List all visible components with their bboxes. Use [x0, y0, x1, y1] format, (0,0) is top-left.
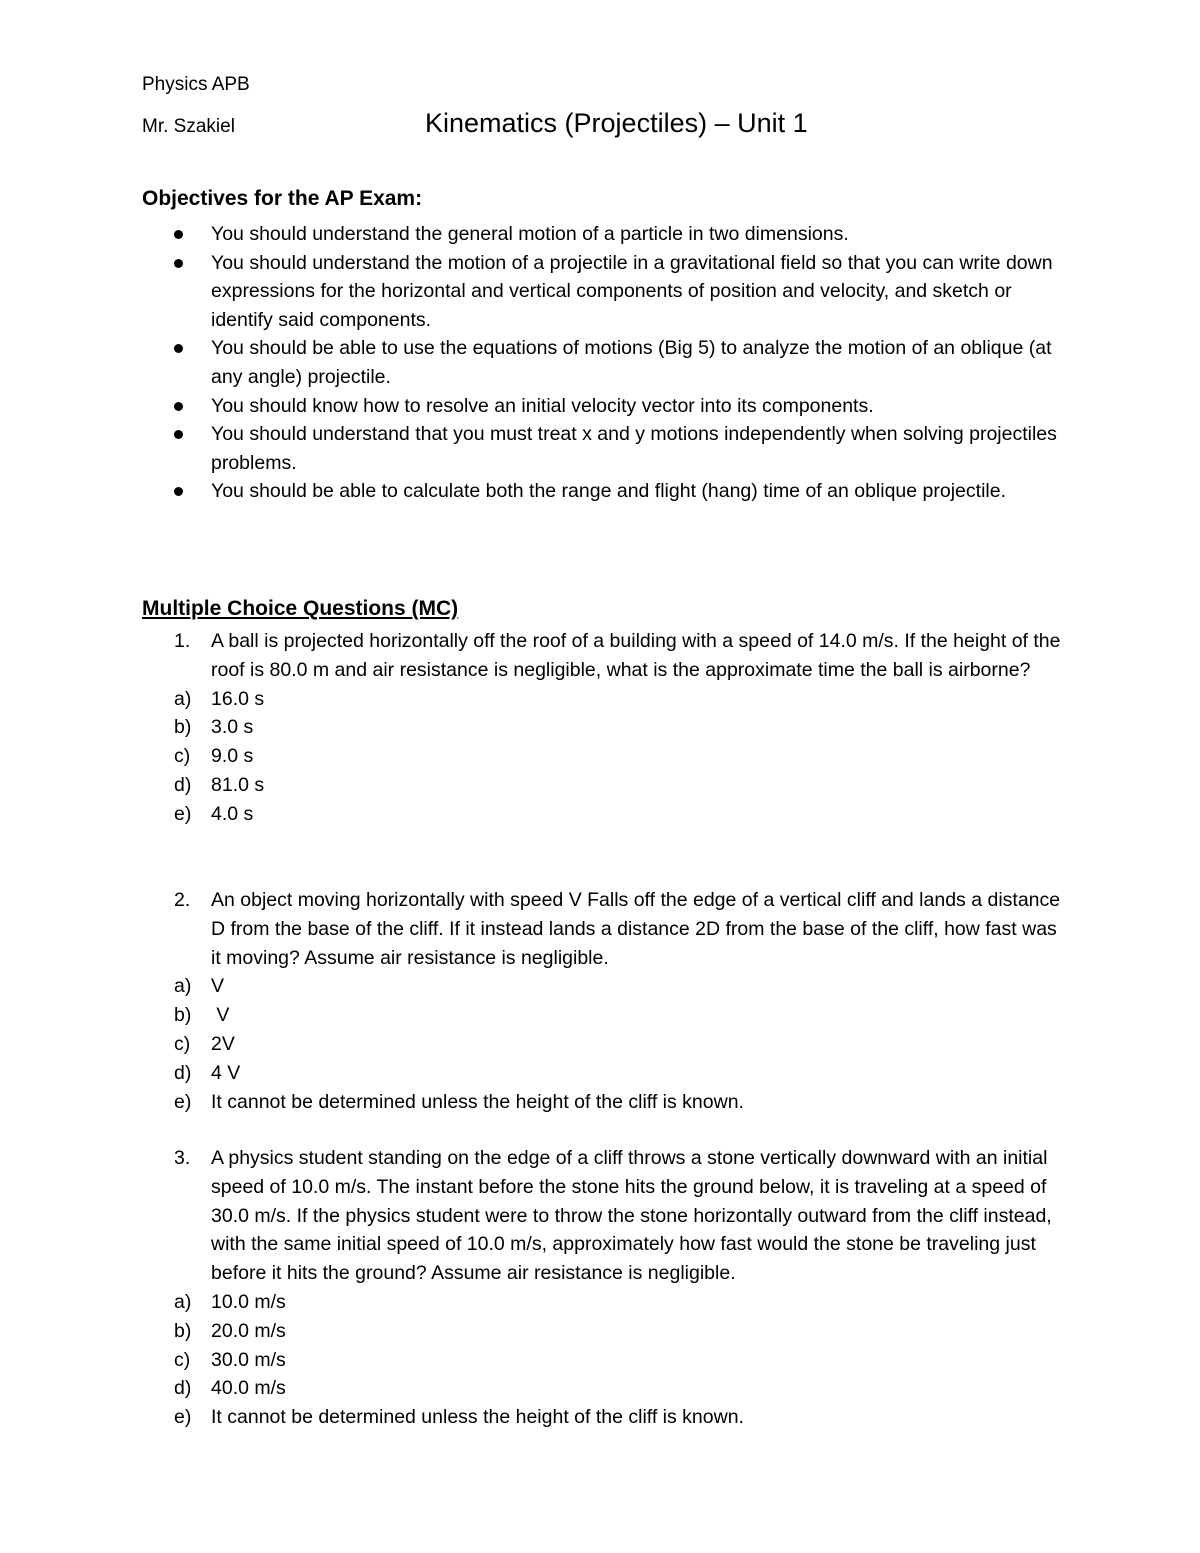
option-text: V	[211, 1004, 230, 1027]
bullet-icon	[174, 402, 183, 411]
answer-option	[0, 1317, 1200, 1346]
course-name: Physics APB	[142, 74, 250, 95]
objective-text: You should be able to use the equations of motions (Big 5) to analyze the motion of an oblique (at any angle) projectile.	[211, 337, 1052, 388]
option-letter: e)	[174, 1090, 192, 1113]
objectives-list	[0, 220, 1200, 506]
option-letter: c)	[174, 745, 191, 768]
option-letter: b)	[174, 1319, 192, 1342]
answer-option	[0, 1030, 1200, 1059]
answer-option	[0, 1346, 1200, 1375]
option-text: 3.0 s	[211, 716, 254, 739]
option-text: 4.0 s	[211, 802, 254, 825]
answer-option	[0, 1403, 1200, 1432]
question-stem	[0, 627, 1066, 685]
teacher-name: Mr. Szakiel	[142, 116, 235, 137]
answer-option	[0, 972, 1200, 1001]
option-text: 10.0 m/s	[211, 1290, 286, 1313]
objective-text: You should be able to calculate both the range and flight (hang) time of an oblique projectile.	[211, 480, 1006, 503]
objective-text: You should know how to resolve an initial velocity vector into its components.	[211, 394, 874, 417]
question-2	[0, 886, 1200, 1116]
option-text: 30.0 m/s	[211, 1348, 286, 1371]
answer-option	[0, 1059, 1200, 1088]
question-stem	[0, 886, 1066, 972]
option-text: V	[211, 975, 225, 998]
objective-item	[0, 220, 1071, 249]
mc-heading: Multiple Choice Questions (MC)	[142, 597, 459, 620]
answer-option	[0, 1374, 1200, 1403]
bullet-icon	[174, 430, 183, 439]
option-letter: a)	[174, 687, 192, 710]
objective-item	[0, 249, 1071, 335]
page-title: Kinematics (Projectiles) – Unit 1	[425, 108, 808, 138]
answer-option	[0, 713, 1200, 742]
option-text: 4 V	[211, 1061, 241, 1084]
option-letter: b)	[174, 716, 192, 739]
question-text: A physics student standing on the edge of a cliff throws a stone vertically downward with an initial speed of 10.0 m/s. The instant before the stone hits the ground below, it is traveling at a speed of 30.0 m/s. If the physics student were to throw the stone horizontally outward from the cliff instead, with the same initial speed of 10.0 m/s, approximately how fast would the stone be traveling just before it hits the ground? Assume air resistance is negligible.	[211, 1147, 1052, 1285]
objective-item	[0, 334, 1071, 391]
objective-item	[0, 392, 1071, 421]
option-letter: a)	[174, 1290, 192, 1313]
option-letter: c)	[174, 1348, 191, 1371]
option-text: 9.0 s	[211, 745, 254, 768]
bullet-icon	[174, 259, 183, 268]
answer-option	[0, 1088, 1200, 1117]
question-3	[0, 1144, 1200, 1432]
option-text: 2V	[211, 1032, 235, 1055]
option-text: 40.0 m/s	[211, 1377, 286, 1400]
option-letter: b)	[174, 1004, 192, 1027]
question-text: An object moving horizontally with speed V Falls off the edge of a vertical cliff and lands a distance D from the base of the cliff. If it instead lands a distance 2D from the base of the cliff, how fast was it moving? Assume air resistance is negligible.	[211, 889, 1061, 969]
answer-option	[0, 685, 1200, 714]
question-number: 3.	[174, 1147, 191, 1169]
objective-item	[0, 477, 1071, 506]
answer-option	[0, 800, 1200, 829]
option-text: 16.0 s	[211, 687, 265, 710]
answer-option	[0, 771, 1200, 800]
question-text: A ball is projected horizontally off the roof of a building with a speed of 14.0 m/s. If the height of the roof is 80.0 m and air resistance is negligible, what is the approximate time the ball is airborne?	[211, 630, 1061, 681]
objectives-heading: Objectives for the AP Exam:	[142, 187, 423, 210]
answer-option	[0, 742, 1200, 771]
bullet-icon	[174, 344, 183, 353]
question-number: 1.	[174, 630, 191, 652]
objective-text: You should understand the general motion of a particle in two dimensions.	[211, 223, 849, 245]
option-letter: d)	[174, 773, 192, 796]
option-text: 20.0 m/s	[211, 1319, 286, 1342]
bullet-icon	[174, 230, 183, 239]
objective-item	[0, 420, 1071, 477]
question-number: 2.	[174, 889, 191, 911]
objective-text: You should understand the motion of a projectile in a gravitational field so that you can write down expressions for the horizontal and vertical components of position and velocity, and sketch or identify said components.	[211, 251, 1053, 331]
option-letter: e)	[174, 1406, 192, 1429]
question-stem	[0, 1144, 1066, 1288]
question-1	[0, 627, 1200, 829]
option-letter: a)	[174, 975, 192, 998]
objective-text: You should understand that you must treat x and y motions independently when solving projectiles problems.	[211, 423, 1057, 474]
option-letter: d)	[174, 1061, 192, 1084]
option-text: It cannot be determined unless the height of the cliff is known.	[211, 1090, 744, 1113]
option-text: It cannot be determined unless the height of the cliff is known.	[211, 1406, 744, 1429]
option-letter: e)	[174, 802, 192, 825]
answer-option	[0, 1288, 1200, 1317]
option-letter: c)	[174, 1032, 191, 1055]
answer-option	[0, 1001, 1200, 1030]
option-text: 81.0 s	[211, 773, 265, 796]
option-letter: d)	[174, 1377, 192, 1400]
bullet-icon	[174, 487, 183, 496]
